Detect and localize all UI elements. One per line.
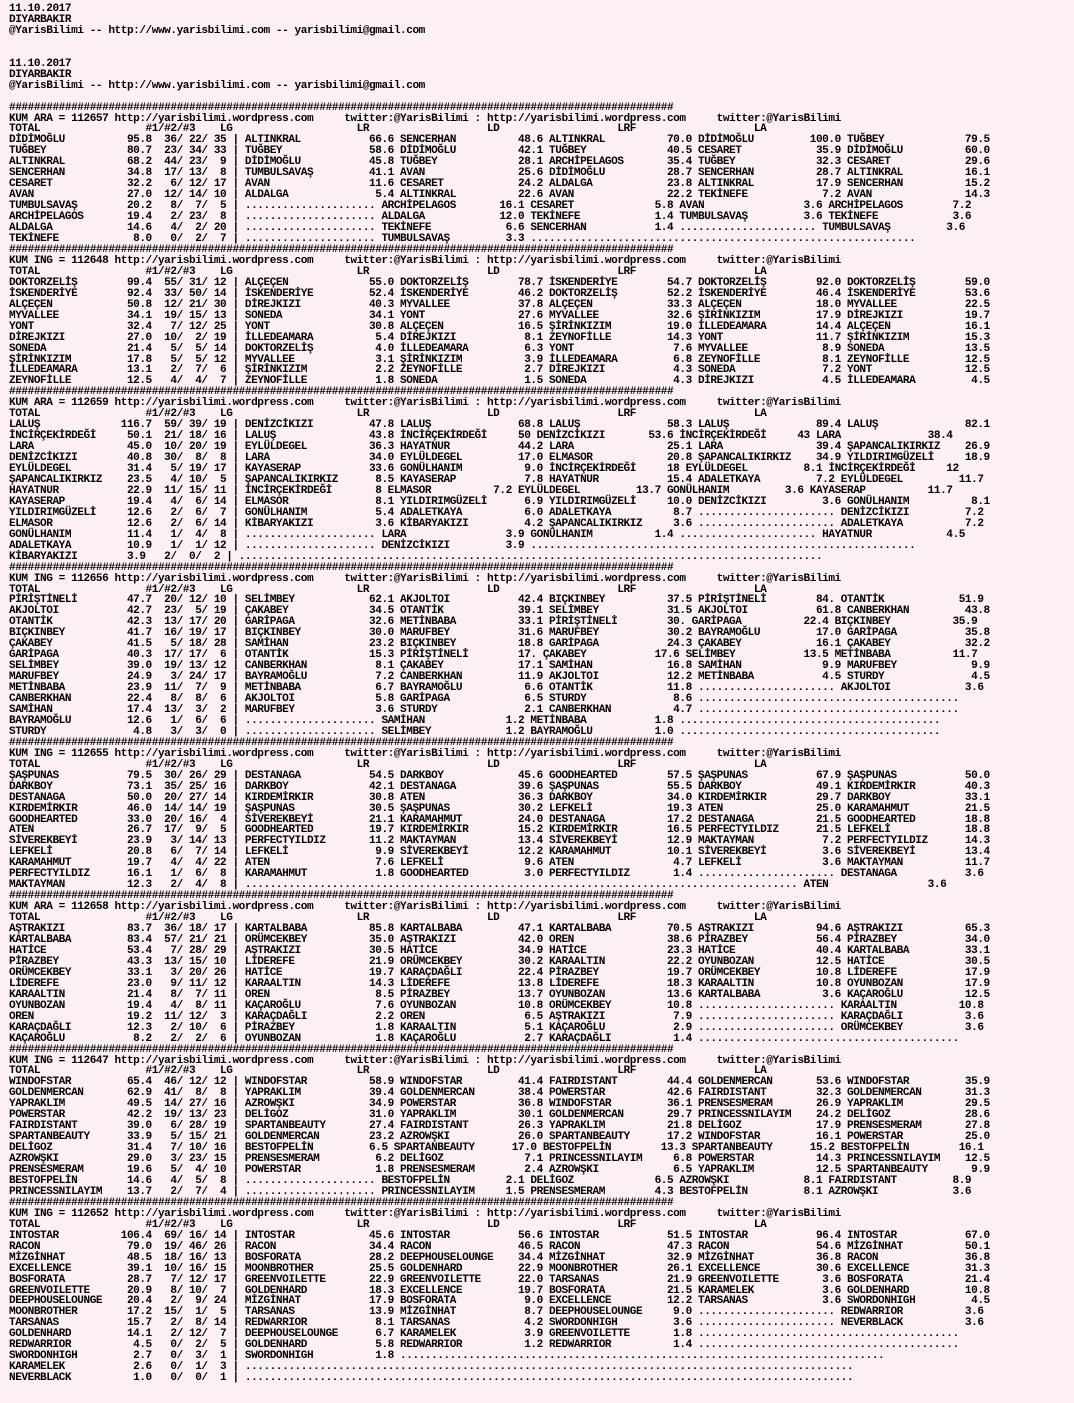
text-line: TOTAL #1/#2/#3 LG LR LD LRF LA <box>9 912 767 925</box>
text-line: PRENSESMERAM 19.6 5/ 4/ 10 | POWERSTAR 1.8 PRENSESMERAM 2.4 AZROWŞKI 6.5 YAPRAKLIM 12.5 SPARTANBEAUTY 9.9 <box>9 1164 990 1177</box>
text-line: TUĞBEY 80.7 23/ 34/ 33 | TUĞBEY 58.6 DİDİMOĞLU 42.1 TUĞBEY 40.5 CESARET 35.9 DİDİMOĞLU 60.0 <box>9 145 990 158</box>
text-line: MOONBROTHER 17.2 15/ 1/ 5 | TARSANAS 13.9 MİZGİNHAT 8.7 DEEPHOUSELOUNGE 9.0 ...................... REDWARRIOR 3.6 <box>9 1306 984 1319</box>
text-line: DELİGOZ 31.4 7/ 10/ 16 | BESTOFPELİN 6.5 SPARTANBEAUTY 17.0 BESTOFPELİN 13.3 SPARTANBEAUTY 15.2 BESTOFPELİN 16.1 <box>9 1142 984 1155</box>
text-line: CESARET 32.2 6/ 12/ 17 | AVAN 11.6 CESARET 24.2 ALDALGA 23.8 ALTINKRAL 17.9 SENCERHAN 15.2 <box>9 178 990 191</box>
text-line: KARAMELEK 2.6 0/ 1/ 3 | .................................................................................................. <box>9 1361 854 1374</box>
text-line: KARAMAHMUT 19.7 4/ 4/ 22 | ATEN 7.6 LEFKELİ 9.6 ATEN 4.7 LEFKELİ 3.6 MAKTAYMAN 11.7 <box>9 857 990 870</box>
text-line: KUM ARA = 112659 http://yarisbilimi.wordpress.com twitter:@YarisBilimi : http://yarisbilimi.wordpress.com twitter:@YarisBilimi <box>9 397 841 410</box>
text-line: GONÜLHANIM 11.4 1/ 4/ 8 | ..................... LARA 3.9 GONÜLHANIM 1.4 ...................... HAYATNUR 4.5 <box>9 528 965 541</box>
section-divider: ########################################################################################################### <box>9 561 674 574</box>
text-line: OYUNBOZAN 19.4 4/ 8/ 11 | KAÇAROĞLU 7.6 OYUNBOZAN 10.8 ORÜMCEKBEY 10.8 ...................... KARAALTIN 10.8 <box>9 999 984 1012</box>
text-line: LALUŞ 116.7 59/ 39/ 19 | DENİZCİKIZI 47.8 LALUŞ 68.8 LALUŞ 58.3 LALUŞ 89.4 LALUŞ 82.1 <box>9 419 990 432</box>
text-line: YAPRAKLIM 49.5 14/ 27/ 16 | AZROWŞKI 34.9 POWERSTAR 36.8 WINDOFSTAR 36.1 PRENSESMERAM 26.9 YAPRAKLIM 29.5 <box>9 1098 990 1111</box>
text-line: BOSFORATA 28.7 7/ 12/ 17 | GREENVOILETTE 22.9 GREENVOILETTE 22.0 TARSANAS 21.9 GREENVOILETTE 3.6 BOSFORATA 21.4 <box>9 1273 990 1286</box>
text-line: ELMASOR 12.6 2/ 6/ 14 | KİBARYAKIZI 3.6 KİBARYAKIZI 4.2 ŞAPANCALIKIRKIZ 3.6 ...................... ADALETKAYA 7.2 <box>9 517 984 530</box>
text-line: PRINCESSNILAYIM 13.7 2/ 7/ 4 | ..................... PRINCESSNILAYIM 1.5 PRENSESMERAM 4.3 BESTOFPELİN 8.1 AZROWŞKI 3.6 <box>9 1185 972 1198</box>
text-line: EYLÜLDEGEL 31.4 5/ 19/ 17 | KAYASERAP 33.6 GONÜLHANIM 9.0 İNCİRÇEKİRDEĞİ 18 EYLÜLDEGEL 8.1 İNCİRÇEKİRDEĞİ 12 <box>9 463 959 476</box>
text-line: PERFECTYILDIZ 16.1 1/ 6/ 8 | KARAMAHMUT 1.8 GOODHEARTED 3.0 PERFECTYILDIZ 1.4 ...................... DESTANAGA 3.6 <box>9 868 984 881</box>
text-line: DOKTORZELİŞ 99.4 55/ 31/ 12 | ALÇEÇEN 55.0 DOKTORZELİŞ 78.7 İSKENDERİYE 54.7 DOKTORZELİŞ 92.0 DOKTORZELİŞ 59.0 <box>9 276 990 289</box>
section-divider: ########################################################################################################### <box>9 1043 674 1056</box>
text-line: TEKİNEFE 8.0 0/ 2/ 7 | ..................... TUMBULSAVAŞ 3.3 .............................................................. <box>9 233 916 246</box>
text-line: ALDALGA 14.6 4/ 2/ 20 | ..................... TEKİNEFE 6.6 SENCERHAN 1.4 ...................... TUMBULSAVAŞ 3.6 <box>9 222 965 235</box>
text-line: KARAALTIN 21.4 8/ 7/ 11 | OREN 8.5 PİRAZBEY 13.7 OYUNBOZAN 13.6 KARTALBABA 3.6 KAÇAROĞLU 12.5 <box>9 988 990 1001</box>
text-line: ALTINKRAL 68.2 44/ 23/ 9 | DİDİMOĞLU 45.8 TUĞBEY 28.1 ARCHİPELAGOS 35.4 TUĞBEY 32.3 CESARET 29.6 <box>9 156 990 169</box>
text-line: FAIRDISTANT 39.0 6/ 28/ 19 | SPARTANBEAUTY 27.4 FAIRDISTANT 26.3 YAPRAKLIM 21.8 DELİGOZ 17.9 PRENSESMERAM 27.8 <box>9 1120 990 1133</box>
section-divider: ########################################################################################################### <box>9 736 674 749</box>
text-line: ŞİRİNKIZIM 17.8 5/ 5/ 12 | MYVALLEE 3.1 ŞİRİNKIZIM 3.9 İLLEDEAMARA 6.8 ZEYNOFİLLE 8.1 ZEYNOFİLLE 12.5 <box>9 353 990 366</box>
text-line: NEVERBLACK 1.0 0/ 0/ 1 | .................................................................................................. <box>9 1372 854 1385</box>
text-line: İLLEDEAMARA 13.1 2/ 7/ 6 | ŞİRİNKIZIM 2.2 ZEYNOFİLLE 2.7 DİREJKIZI 4.3 SONEDA 7.2 YONT 12.5 <box>9 364 990 377</box>
text-line: TOTAL #1/#2/#3 LG LR LD LRF LA <box>9 408 767 421</box>
text-line: DIYARBAKIR <box>9 13 72 26</box>
text-line: İSKENDERİYE 92.4 33/ 50/ 14 | İSKENDERİYE 52.4 İSKENDERİYE 46.2 DOKTORZELİŞ 52.2 İSKENDERİYE 46.4 İSKENDERİYE 53.6 <box>9 287 990 300</box>
text-line: TARSANAS 15.7 2/ 8/ 14 | REDWARRIOR 8.1 TARSANAS 4.2 SWORDONHIGH 3.6 ...................... NEVERBLACK 3.6 <box>9 1317 984 1330</box>
text-line: ZEYNOFİLLE 12.5 4/ 4/ 7 | ZEYNOFİLLE 1.8 SONEDA 1.5 SONEDA 4.3 DİREJKIZI 4.5 İLLEDEAMARA 4.5 <box>9 375 990 388</box>
text-line: OTANTİK 42.3 13/ 17/ 20 | GARİPAGA 32.6 METİNBABA 33.1 PİRİŞTİNELİ 30. GARİPAGA 22.4 BIÇKINBEY 35.9 <box>9 616 978 629</box>
text-line: İNCİRÇEKİRDEĞİ 50.1 21/ 18/ 16 | LALUŞ 43.8 İNCİRÇEKİRDEĞİ 50 DENİZCİKIZI 53.6 İNCİRÇEKİRDEĞİ 43 LARA 38.4 <box>9 430 953 443</box>
text-line: ADALETKAYA 10.9 1/ 1/ 12 | ..................... DENİZCİKIZI 3.9 .............................................................. <box>9 539 916 552</box>
text-line: ŞAPANCALIKIRKIZ 23.5 4/ 10/ 5 | ŞAPANCALIKIRKIZ 8.5 KAYASERAP 7.8 HAYATNUR 15.4 ADALETKAYA 7.2 EYLÜLDEGEL 11.7 <box>9 473 984 486</box>
text-line: SİVEREKBEYİ 23.9 3/ 14/ 13 | PERFECTYILDIZ 11.2 MAKTAYMAN 13.4 SİVEREKBEYİ 12.9 MAKTAYMAN 7.2 PERFECTYILDIZ 14.3 <box>9 835 990 848</box>
text-line: HAYATNUR 22.9 11/ 15/ 11 | İNCİRÇEKİRDEĞİ 8 ELMASOR 7.2 EYLÜLDEGEL 13.7 GONÜLHANIM 3.6 KAYASERAP 11.7 <box>9 484 953 497</box>
text-line: LİDEREFE 23.0 9/ 11/ 12 | KARAALTIN 14.3 LİDEREFE 13.8 LİDEREFE 18.3 KARAALTIN 10.8 OYUNBOZAN 17.9 <box>9 977 990 990</box>
text-line: DESTANAGA 50.0 20/ 27/ 14 | KIRDEMİRKIR 30.8 ATEN 36.3 DARKBOY 34.0 KIRDEMİRKIR 29.7 DARKBOY 33.1 <box>9 791 990 804</box>
text-line: TOTAL #1/#2/#3 LG LR LD LRF LA <box>9 265 767 278</box>
text-line: AŞTRAKIZI 83.7 36/ 18/ 17 | KARTALBABA 85.8 KARTALBABA 47.1 KARTALBABA 70.5 AŞTRAKIZI 94.6 AŞTRAKIZI 65.3 <box>9 923 990 936</box>
text-line: 11.10.2017 <box>9 57 72 70</box>
text-line: 11.10.2017 <box>9 3 72 15</box>
text-line: GOLDENMERCAN 62.9 41/ 8/ 8 | YAPRAKLIM 39.4 GOLDENMERCAN 38.4 POWERSTAR 42.6 FAIRDISTANT 32.3 GOLDENMERCAN 31.3 <box>9 1087 990 1100</box>
text-line: POWERSTAR 42.2 19/ 13/ 23 | DELİGOZ 31.0 YAPRAKLIM 30.1 GOLDENMERCAN 29.7 PRINCESSNILAYIM 24.2 DELİGOZ 28.6 <box>9 1109 990 1122</box>
text-line: BIÇKINBEY 41.7 16/ 19/ 17 | BIÇKINBEY 30.0 MARUFBEY 31.6 MARUFBEY 30.2 BAYRAMOĞLU 17.0 GARİPAGA 35.8 <box>9 627 990 640</box>
text-line: GREENVOILETTE 20.9 8/ 10/ 7 | GOLDENHARD 18.3 EXCELLENCE 19.7 BOSFORATA 21.5 KARAMELEK 3.6 GOLDENHARD 10.8 <box>9 1284 990 1297</box>
text-line: SWORDONHIGH 2.7 0/ 3/ 1 | SWORDONHIGH 1.8 .............................................................................. <box>9 1350 885 1363</box>
text-line: PİRAZBEY 43.3 13/ 15/ 10 | LİDEREFE 21.9 ORÜMCEKBEY 30.2 KARAALTIN 22.2 OYUNBOZAN 12.5 HATİCE 30.5 <box>9 955 990 968</box>
text-line: ALÇEÇEN 50.8 12/ 21/ 30 | DİREJKIZI 40.3 MYVALLEE 37.8 ALÇEÇEN 33.3 ALÇEÇEN 18.0 MYVALLEE 22.5 <box>9 298 990 311</box>
text-line: EXCELLENCE 39.1 10/ 16/ 15 | MOONBROTHER 25.5 GOLDENHARD 22.9 MOONBROTHER 26.1 EXCELLENCE 30.6 EXCELLENCE 31.3 <box>9 1262 990 1275</box>
text-line: KİBARYAKIZI 3.9 2/ 0/ 2 | .............................................................................................. <box>9 550 823 563</box>
text-line: WINDOFSTAR 65.4 46/ 12/ 12 | WINDOFSTAR 58.9 WINDOFSTAR 41.4 FAIRDISTANT 44.4 GOLDENMERCAN 53.6 WINDOFSTAR 35.9 <box>9 1076 990 1089</box>
text-line: TOTAL #1/#2/#3 LG LR LD LRF LA <box>9 583 767 596</box>
text-line: ATEN 26.7 17/ 9/ 5 | GOODHEARTED 19.7 KIRDEMİRKIR 15.2 KIRDEMİRKIR 16.5 PERFECTYILDIZ 21.5 LEFKELİ 18.8 <box>9 824 990 837</box>
text-line: KUM ING = 112656 http://yarisbilimi.wordpress.com twitter:@YarisBilimi : http://yarisbilimi.wordpress.com twitter:@YarisBilimi <box>9 572 841 585</box>
text-line: REDWARRIOR 4.5 0/ 2/ 5 | GOLDENHARD 5.8 REDWARRIOR 1.2 REDWARRIOR 1.4 .......................................... <box>9 1339 959 1352</box>
text-line: MARUFBEY 24.9 3/ 24/ 17 | BAYRAMOĞLU 7.2 CANBERKHAN 11.9 AKJOLTOI 12.2 METİNBABA 4.5 STURDY 4.5 <box>9 671 990 684</box>
text-line: @YarisBilimi -- http://www.yarisbilimi.com -- yarisbilimi@gmail.com <box>9 79 425 92</box>
text-line: MAKTAYMAN 12.3 2/ 4/ 8 | ......................................................................................... ATEN 3.6 <box>9 879 947 892</box>
section-divider: ########################################################################################################### <box>9 243 674 256</box>
text-line: KUM ARA = 112658 http://yarisbilimi.wordpress.com twitter:@YarisBilimi : http://yarisbilimi.wordpress.com twitter:@YarisBilimi <box>9 901 841 914</box>
text-line: SAMİHAN 17.4 13/ 3/ 2 | MARUFBEY 3.6 STURDY 2.1 CANBERKHAN 4.7 .......................................... <box>9 704 959 716</box>
text-line: HATİCE 53.4 7/ 28/ 29 | AŞTRAKIZI 30.5 HATİCE 34.9 HATİCE 23.3 HATİCE 40.4 KARTALBABA 33.1 <box>9 944 990 957</box>
text-line: GARİPAGA 40.3 17/ 17/ 6 | OTANTİK 15.3 PİRİŞTİNELİ 17. ÇAKABEY 17.6 SELİMBEY 13.5 METİNBABA 11.7 <box>9 649 978 662</box>
text-line: GOLDENHARD 14.1 2/ 12/ 7 | DEEPHOUSELOUNGE 6.7 KARAMELEK 3.9 GREENVOILETTE 1.8 .......................................... <box>9 1328 959 1341</box>
text-line: STURDY 4.8 3/ 3/ 0 | ..................... SELİMBEY 1.2 BAYRAMOĞLU 1.0 .......................................... <box>9 725 941 738</box>
text-line: TOTAL #1/#2/#3 LG LR LD LRF LA <box>9 1065 767 1078</box>
text-line: @YarisBilimi -- http://www.yarisbilimi.com -- yarisbilimi@gmail.com <box>9 24 425 37</box>
section-divider: ########################################################################################################### <box>9 1196 674 1209</box>
text-line: KAÇAROĞLU 8.2 2/ 2/ 6 | OYUNBOZAN 1.8 KAÇAROĞLU 2.7 KARAÇDAĞLI 1.4 .......................................... <box>9 1032 959 1045</box>
text-line: YONT 32.4 7/ 12/ 25 | YONT 30.8 ALÇEÇEN 16.5 ŞİRİNKIZIM 19.0 İLLEDEAMARA 14.4 ALÇEÇEN 16.1 <box>9 320 990 333</box>
text-line: KARTALBABA 83.4 57/ 21/ 21 | ORÜMCEKBEY 35.0 AŞTRAKIZI 42.0 OREN 38.6 PİRAZBEY 56.4 PİRAZBEY 34.0 <box>9 934 990 947</box>
text-line: SELİMBEY 39.0 19/ 13/ 12 | CANBERKHAN 8.1 ÇAKABEY 17.1 SAMİHAN 16.8 SAMİHAN 9.9 MARUFBEY 9.9 <box>9 660 990 673</box>
text-line: INTOSTAR 106.4 69/ 16/ 14 | INTOSTAR 45.6 INTOSTAR 56.6 INTOSTAR 51.5 INTOSTAR 96.4 INTOSTAR 67.0 <box>9 1229 990 1242</box>
text-line: AZROWŞKI 29.0 3/ 23/ 15 | PRENSESMERAM 6.2 DELİGOZ 7.1 PRINCESSNILAYIM 6.8 POWERSTAR 14.3 PRINCESSNILAYIM 12.5 <box>9 1153 990 1166</box>
text-line: DİDİMOĞLU 95.8 36/ 22/ 35 | ALTINKRAL 66.6 SENCERHAN 48.6 ALTINKRAL 70.0 DİDİMOĞLU 100.0 TUĞBEY 79.5 <box>9 134 990 147</box>
text-line: KIRDEMİRKIR 46.0 14/ 14/ 19 | ŞAŞPUNAS 30.5 ŞAŞPUNAS 30.2 LEFKELİ 19.3 ATEN 25.0 KARAMAHMUT 21.5 <box>9 802 990 815</box>
section-divider: ########################################################################################################### <box>9 101 674 114</box>
text-line: ŞAŞPUNAS 79.5 30/ 26/ 29 | DESTANAGA 54.5 DARKBOY 45.6 GOODHEARTED 57.5 ŞAŞPUNAS 67.9 ŞAŞPUNAS 50.0 <box>9 769 990 782</box>
text-line: AVAN 27.0 12/ 14/ 10 | ALDALGA 5.4 ALTINKRAL 22.6 AVAN 22.2 TEKİNEFE 7.2 AVAN 14.3 <box>9 189 990 202</box>
text-line: PİRİŞTİNELİ 47.7 20/ 12/ 10 | SELİMBEY 62.1 AKJOLTOI 42.4 BIÇKINBEY 37.5 PİRİŞTİNELİ 84. OTANTİK 51.9 <box>9 594 984 607</box>
text-line: BESTOFPELİN 14.6 4/ 5/ 8 | ..................... BESTOFPELİN 2.1 DELİGOZ 6.5 AZROWŞKI 8.1 FAIRDISTANT 8.9 <box>9 1174 972 1187</box>
text-line: RACON 79.0 19/ 46/ 26 | RACON 34.4 RACON 46.5 RACON 47.3 RACON 54.6 MİZGİNHAT 50.1 <box>9 1240 990 1253</box>
section-divider: ########################################################################################################### <box>9 890 674 903</box>
text-line: CANBERKHAN 22.4 8/ 8/ 6 | AKJOLTOI 5.8 GARİPAGA 6.5 STURDY 8.6 .......................................... <box>9 693 959 706</box>
text-line: GOODHEARTED 33.0 20/ 16/ 4 | SİVEREKBEYİ 21.1 KARAMAHMUT 24.0 DESTANAGA 17.2 DESTANAGA 21.5 GOODHEARTED 18.8 <box>9 813 990 826</box>
text-line: KUM ING = 112655 http://yarisbilimi.wordpress.com twitter:@YarisBilimi : http://yarisbilimi.wordpress.com twitter:@YarisBilimi <box>9 747 841 760</box>
text-line: KUM ING = 112647 http://yarisbilimi.wordpress.com twitter:@YarisBilimi : http://yarisbilimi.wordpress.com twitter:@YarisBilimi <box>9 1054 841 1067</box>
text-line: KUM ARA = 112657 http://yarisbilimi.wordpress.com twitter:@YarisBilimi : http://yarisbilimi.wordpress.com twitter:@YarisBilimi <box>9 112 841 125</box>
text-line: DİREJKIZI 27.0 10/ 2/ 19 | İLLEDEAMARA 5.4 DİREJKIZI 8.1 ZEYNOFİLLE 14.3 YONT 11.7 ŞİRİNKIZIM 15.3 <box>9 331 990 344</box>
text-line: LARA 45.0 10/ 20/ 19 | EYLÜLDEGEL 36.3 HAYATNUR 44.2 LARA 25.1 LARA 39.4 ŞAPANCALIKIRKIZ 26.9 <box>9 441 990 454</box>
text-line: KUM ING = 112652 http://yarisbilimi.wordpress.com twitter:@YarisBilimi : http://yarisbilimi.wordpress.com twitter:@YarisBilimi <box>9 1207 841 1220</box>
text-line: TOTAL #1/#2/#3 LG LR LD LRF LA <box>9 123 767 136</box>
text-line: SENCERHAN 34.8 17/ 13/ 8 | TUMBULSAVAŞ 41.1 AVAN 25.6 DİDİMOĞLU 28.7 SENCERHAN 28.7 ALTINKRAL 16.1 <box>9 167 990 180</box>
text-line: KARAÇDAĞLI 12.3 2/ 10/ 6 | PİRAZBEY 1.8 KARAALTIN 5.1 KAÇAROĞLU 2.9 ...................... ORÜMCEKBEY 3.6 <box>9 1021 984 1034</box>
text-line: DARKBOY 73.1 35/ 25/ 16 | DARKBOY 42.1 DESTANAGA 39.6 ŞAŞPUNAS 55.5 DARKBOY 49.1 KIRDEMİRKIR 40.3 <box>9 780 990 793</box>
text-line: LEFKELİ 20.8 6/ 7/ 14 | LEFKELİ 9.9 SİVEREKBEYİ 12.2 KARAMAHMUT 10.1 SİVEREKBEYİ 3.6 SİVEREKBEYİ 13.4 <box>9 846 990 859</box>
text-line: AKJOLTOI 42.7 23/ 5/ 19 | ÇAKABEY 34.5 OTANTİK 39.1 SELİMBEY 31.5 AKJOLTOI 61.8 CANBERKHAN 43.8 <box>9 605 990 618</box>
text-line: SONEDA 21.4 5/ 5/ 14 | DOKTORZELİŞ 4.0 İLLEDEAMARA 6.3 YONT 7.6 MYVALLEE 8.9 SONEDA 13.5 <box>9 342 990 355</box>
text-line: MYVALLEE 34.1 19/ 15/ 13 | SONEDA 34.1 YONT 27.6 MYVALLEE 32.6 ŞİRİNKIZIM 17.9 DİREJKIZI 19.7 <box>9 309 990 322</box>
text-line: SPARTANBEAUTY 33.9 5/ 15/ 21 | GOLDENMERCAN 23.2 AZROWŞKI 26.0 SPARTANBEAUTY 17.2 WINDOFSTAR 16.1 POWERSTAR 25.0 <box>9 1131 990 1144</box>
text-line: YILDIRIMGÜZELİ 12.6 2/ 6/ 7 | GONÜLHANIM 5.4 ADALETKAYA 6.0 ADALETKAYA 8.7 ...................... DENİZCİKIZI 7.2 <box>9 506 984 519</box>
text-line: DEEPHOUSELOUNGE 20.4 2/ 9/ 24 | MİZGİNHAT 17.9 BOSFORATA 9.0 EXCELLENCE 12.2 TARSANAS 3.6 SWORDONHIGH 4.5 <box>9 1295 990 1308</box>
text-line: METİNBABA 23.9 11/ 7/ 9 | METİNBABA 6.7 BAYRAMOĞLU 6.6 OTANTİK 11.8 ...................... AKJOLTOI 3.6 <box>9 682 984 695</box>
text-line: DENİZCİKIZI 40.8 30/ 8/ 8 | LARA 34.0 EYLÜLDEGEL 17.0 ELMASOR 20.8 ŞAPANCALIKIRKIZ 34.9 YILDIRIMGÜZELİ 18.9 <box>9 452 990 465</box>
text-line: TOTAL #1/#2/#3 LG LR LD LRF LA <box>9 758 767 771</box>
text-line: ÇAKABEY 41.5 5/ 18/ 28 | SAMİHAN 23.2 BIÇKINBEY 18.8 GARİPAGA 24.3 ÇAKABEY 16.1 ÇAKABEY 32.2 <box>9 638 990 651</box>
text-line: BAYRAMOĞLU 12.6 1/ 6/ 6 | ..................... SAMİHAN 1.2 METİNBABA 1.8 .......................................... <box>9 714 941 727</box>
text-line: MİZGİNHAT 48.5 18/ 16/ 13 | BOSFORATA 28.2 DEEPHOUSELOUNGE 34.4 MİZGİNHAT 32.9 MİZGİNHAT 36.8 RACON 36.8 <box>9 1251 990 1264</box>
text-line: KUM ING = 112648 http://yarisbilimi.wordpress.com twitter:@YarisBilimi : http://yarisbilimi.wordpress.com twitter:@YarisBilimi <box>9 254 841 267</box>
text-line: TOTAL #1/#2/#3 LG LR LD LRF LA <box>9 1218 767 1231</box>
text-line: KAYASERAP 19.4 4/ 6/ 14 | ELMASOR 8.1 YILDIRIMGÜZELİ 6.9 YILDIRIMGÜZELİ 10.0 DENİZCİKIZI 3.6 GONÜLHANIM 8.1 <box>9 495 990 508</box>
section-divider: ########################################################################################################### <box>9 386 674 399</box>
text-line: ORÜMCEKBEY 33.1 3/ 20/ 26 | HATİCE 19.7 KARAÇDAĞLI 22.4 PİRAZBEY 19.7 ORÜMCEKBEY 10.8 LİDEREFE 17.9 <box>9 966 990 979</box>
text-line: DIYARBAKIR <box>9 68 72 81</box>
text-line: TUMBULSAVAŞ 20.2 8/ 7/ 5 | ..................... ARCHİPELAGOS 16.1 CESARET 5.8 AVAN 3.6 ARCHİPELAGOS 7.2 <box>9 200 972 213</box>
text-line: ARCHİPELAGOS 19.4 2/ 23/ 8 | ..................... ALDALGA 12.0 TEKİNEFE 1.4 TUMBULSAVAŞ 3.6 TEKİNEFE 3.6 <box>9 211 972 224</box>
text-line: OREN 19.2 11/ 12/ 3 | KARAÇDAĞLI 2.2 OREN 6.5 AŞTRAKIZI 7.9 ...................... KARAÇDAĞLI 3.6 <box>9 1010 984 1023</box>
